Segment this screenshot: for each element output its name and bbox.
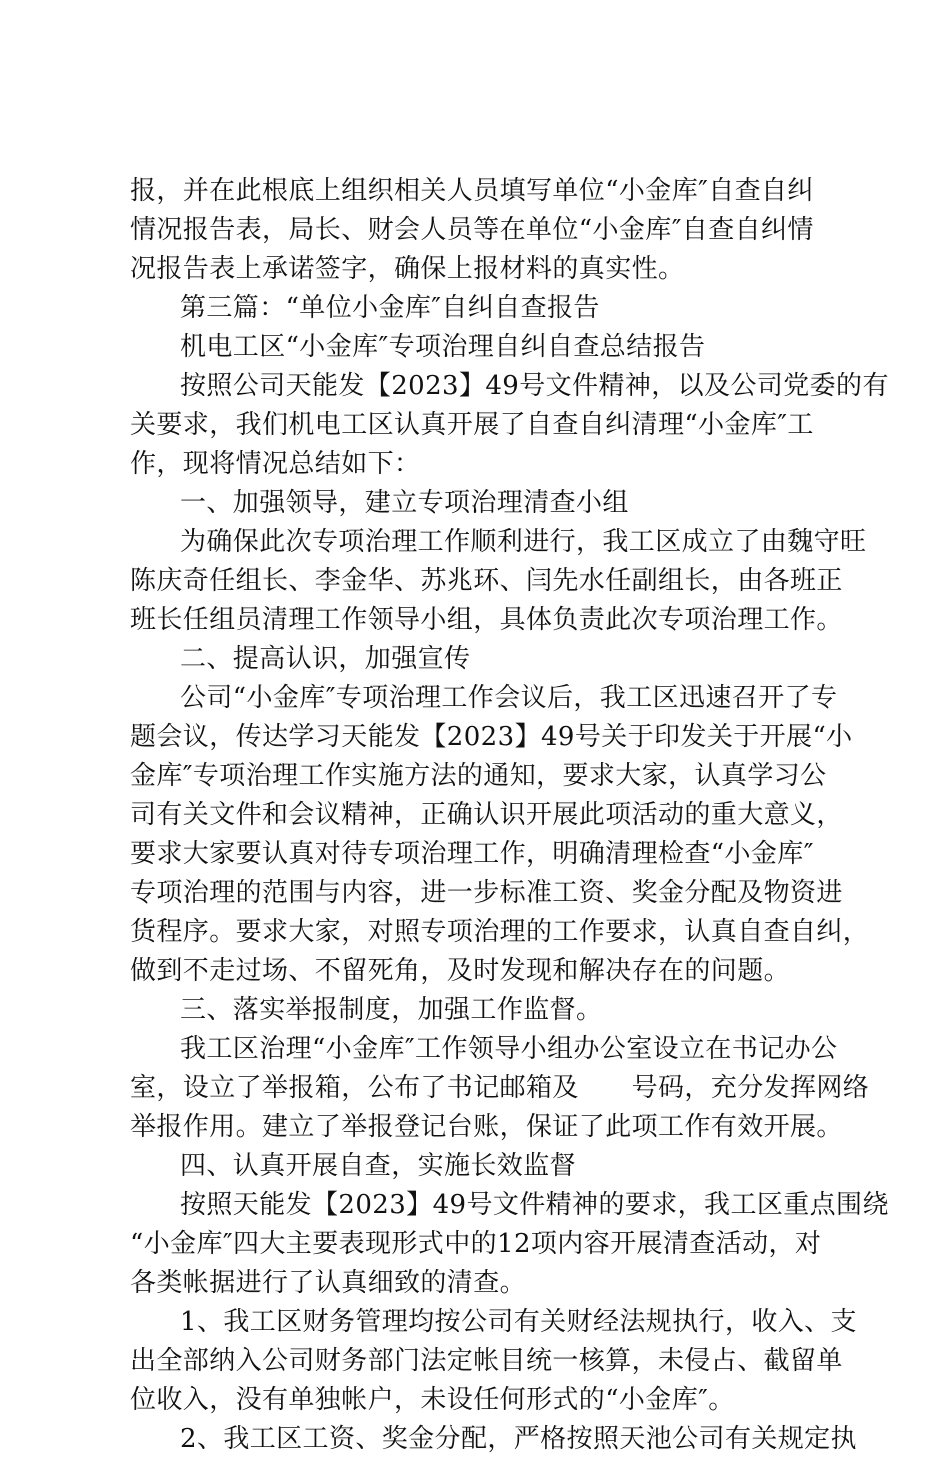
paragraph-2-line-4: 司有关文件和会议精神，正确认识开展此项活动的重大意义，	[130, 800, 843, 830]
paragraph-4-line-1: 按照天能发【2023】49号文件精神的要求，我工区重点围绕	[180, 1190, 889, 1220]
paragraph-2-line-5: 要求大家要认真对待专项治理工作，明确清理检查“小金库″	[130, 839, 814, 869]
heading-4: 四、认真开展自查，实施长效监督	[180, 1151, 577, 1181]
paragraph-2-line-8: 做到不走过场、不留死角，及时发现和解决存在的问题。	[130, 956, 791, 986]
paragraph-3-line-3: 举报作用。建立了举报登记台账，保证了此项工作有效开展。	[130, 1112, 843, 1142]
paragraph-4-line-2: “小金库″四大主要表现形式中的12项内容开展清查活动，对	[130, 1229, 822, 1259]
item-1-line-2: 出全部纳入公司财务部门法定帐目统一核算，未侵占、截留单	[130, 1346, 843, 1376]
paragraph-2-line-1: 公司“小金库″专项治理工作会议后，我工区迅速召开了专	[180, 683, 838, 713]
paragraph-4-line-3: 各类帐据进行了认真细致的清查。	[130, 1268, 527, 1298]
paragraph-2-line-3: 金库″专项治理工作实施方法的通知，要求大家，认真学习公	[130, 761, 827, 791]
body-line-3: 况报告表上承诺签字，确保上报材料的真实性。	[130, 254, 685, 284]
item-1-line-1: 1、我工区财务管理均按公司有关财经法规执行，收入、支	[180, 1307, 857, 1337]
paragraph-2-line-7: 货程序。要求大家，对照专项治理的工作要求，认真自查自纠，	[130, 917, 870, 947]
body-line-2: 情况报告表，局长、财会人员等在单位“小金库″自查自纠情	[130, 215, 814, 245]
paragraph-intro-line-2: 关要求，我们机电工区认真开展了自查自纠清理“小金库″工	[130, 410, 814, 440]
paragraph-3-line-2: 室，设立了举报箱，公布了书记邮箱及 号码，充分发挥网络	[130, 1073, 870, 1103]
paragraph-2-line-6: 专项治理的范围与内容，进一步标准工资、奖金分配及物资进	[130, 878, 843, 908]
paragraph-3-line-1: 我工区治理“小金库″工作领导小组办公室设立在书记办公	[180, 1034, 838, 1064]
item-2-line-1: 2、我工区工资、奖金分配，严格按照天池公司有关规定执	[180, 1424, 857, 1454]
heading-3: 三、落实举报制度，加强工作监督。	[180, 995, 603, 1025]
report-title: 机电工区“小金库″专项治理自纠自查总结报告	[180, 332, 706, 362]
heading-2: 二、提高认识，加强宣传	[180, 644, 471, 674]
paragraph-1-line-1: 为确保此次专项治理工作顺利进行，我工区成立了由魏守旺	[180, 527, 867, 557]
item-1-line-3: 位收入，没有单独帐户，未设任何形式的“小金库″。	[130, 1385, 735, 1415]
section-title: 第三篇：“单位小金库″自纠自查报告	[180, 293, 600, 323]
paragraph-1-line-3: 班长任组员清理工作领导小组，具体负责此次专项治理工作。	[130, 605, 843, 635]
paragraph-intro-line-3: 作，现将情况总结如下：	[130, 449, 421, 479]
paragraph-1-line-2: 陈庆奇任组长、李金华、苏兆环、闫先水任副组长，由各班正	[130, 566, 843, 596]
heading-1: 一、加强领导，建立专项治理清查小组	[180, 488, 629, 518]
paragraph-2-line-2: 题会议，传达学习天能发【2023】49号关于印发关于开展“小	[130, 722, 853, 752]
body-line-1: 报，并在此根底上组织相关人员填写单位“小金库″自查自纠	[130, 176, 814, 206]
document-page	[130, 172, 889, 1459]
paragraph-intro-line-1: 按照公司天能发【2023】49号文件精神，以及公司党委的有	[180, 371, 889, 401]
